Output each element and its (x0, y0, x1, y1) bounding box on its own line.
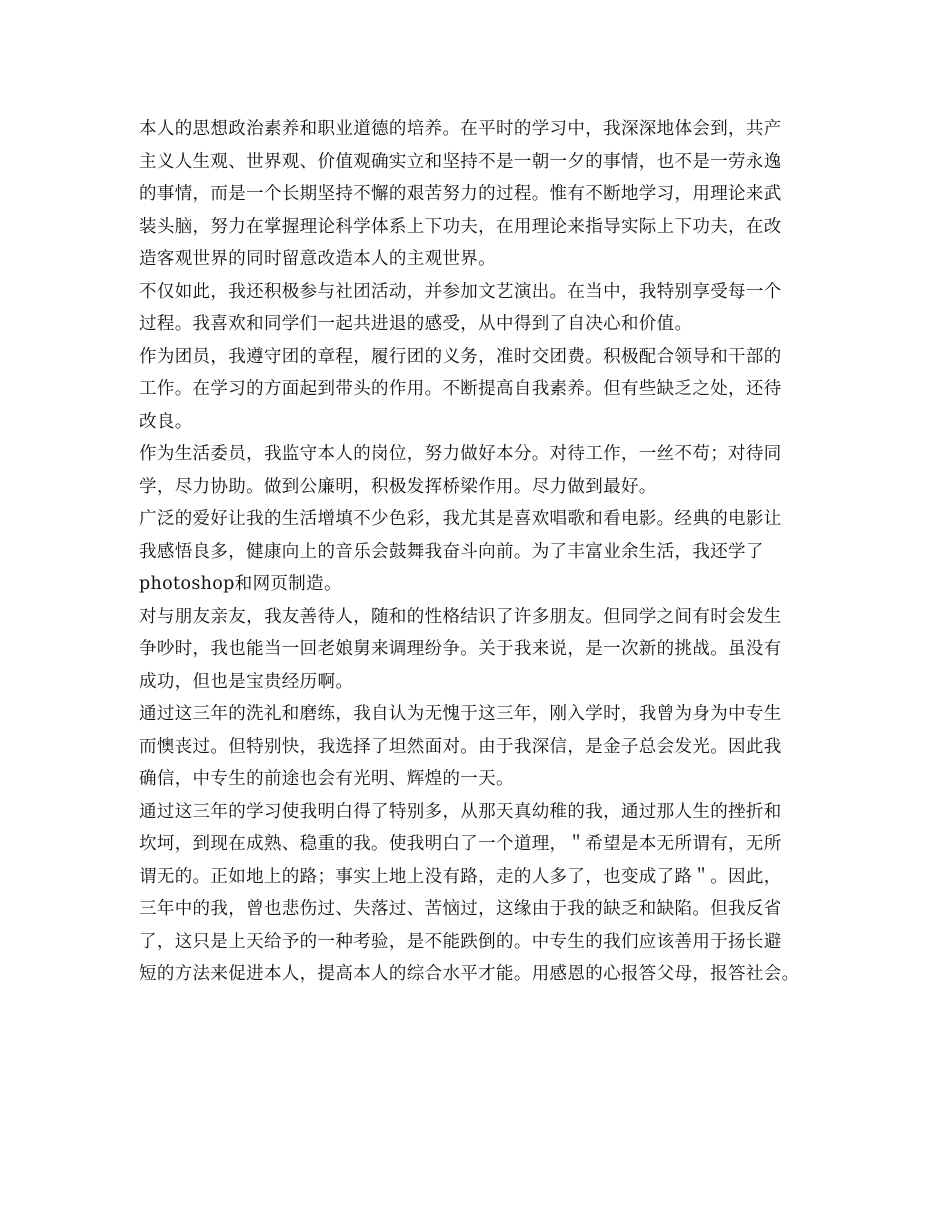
text-line: 我感悟良多，健康向上的音乐会鼓舞我奋斗向前。为了丰富业余生活，我还学了 (139, 541, 764, 562)
text-line: photoshop和网页制造。 (139, 574, 342, 594)
text-line: 过程。我喜欢和同学们一起共进退的感受，从中得到了自决心和价值。 (139, 314, 693, 334)
text-line: 装头脑，努力在掌握理论科学体系上下功夫，在用理论来指导实际上下功夫，在改 (139, 216, 782, 237)
text-line: 不仅如此，我还积极参与社团活动，并参加文艺演出。在当中，我特别享受每一个 (139, 281, 782, 302)
document-body (139, 113, 839, 991)
text-line: 确信，中专生的前途也会有光明、辉煌的一天。 (139, 769, 514, 789)
text-line: 作为团员，我遵守团的章程，履行团的义务，准时交团费。积极配合领导和干部的 (139, 346, 782, 367)
text-line: 而懊丧过。但特别快，我选择了坦然面对。由于我深信，是金子总会发光。因此我 (139, 736, 782, 757)
text-line: 的事情，而是一个长期坚持不懈的艰苦努力的过程。惟有不断地学习，用理论来武 (139, 184, 782, 204)
text-line: 对与朋友亲友，我友善待人，随和的性格结识了许多朋友。但同学之间有时会发生 (139, 606, 782, 627)
text-line: 主义人生观、世界观、价值观确实立和坚持不是一朝一夕的事情，也不是一劳永逸 (139, 151, 782, 172)
text-line: 改良。 (139, 411, 193, 432)
text-line: 了，这只是上天给予的一种考验，是不能跌倒的。中专生的我们应该善用于扬长避 (139, 931, 782, 952)
text-line: 争吵时，我也能当一回老娘舅来调理纷争。关于我来说，是一次新的挑战。虽没有 (139, 639, 782, 659)
text-line: 本人的思想政治素养和职业道德的培养。在平时的学习中，我深深地体会到，共产 (139, 119, 782, 139)
text-line: 作为生活委员，我监守本人的岗位，努力做好本分。对待工作，一丝不苟；对待同 (139, 444, 782, 464)
text-line: 通过这三年的学习使我明白得了特别多，从那天真幼稚的我，通过那人生的挫折和 (139, 801, 782, 822)
text-line: 坎坷，到现在成熟、稳重的我。使我明白了一个道理，＂希望是本无所谓有，无所 (139, 834, 782, 854)
text-line: 工作。在学习的方面起到带头的作用。不断提高自我素养。但有些缺乏之处，还待 (139, 379, 782, 399)
text-line: 三年中的我，曾也悲伤过、失落过、苦恼过，这缘由于我的缺乏和缺陷。但我反省 (139, 899, 782, 919)
text-line: 通过这三年的洗礼和磨练，我自认为无愧于这三年，刚入学时，我曾为身为中专生 (139, 704, 782, 724)
text-line: 成功，但也是宝贵经历啊。 (139, 671, 354, 692)
text-line: 谓无的。正如地上的路；事实上地上没有路，走的人多了，也变成了路＂。因此， (139, 866, 782, 887)
text-line: 学，尽力协助。做到公廉明，积极发挥桥梁作用。尽力做到最好。 (139, 476, 657, 497)
text-line: 短的方法来促进本人，提高本人的综合水平才能。用感恩的心报答父母，报答社会。 (139, 964, 800, 984)
text-line: 广泛的爱好让我的生活增填不少色彩，我尤其是喜欢唱歌和看电影。经典的电影让 (139, 509, 782, 529)
text-line: 造客观世界的同时留意改造本人的主观世界。 (139, 249, 496, 269)
